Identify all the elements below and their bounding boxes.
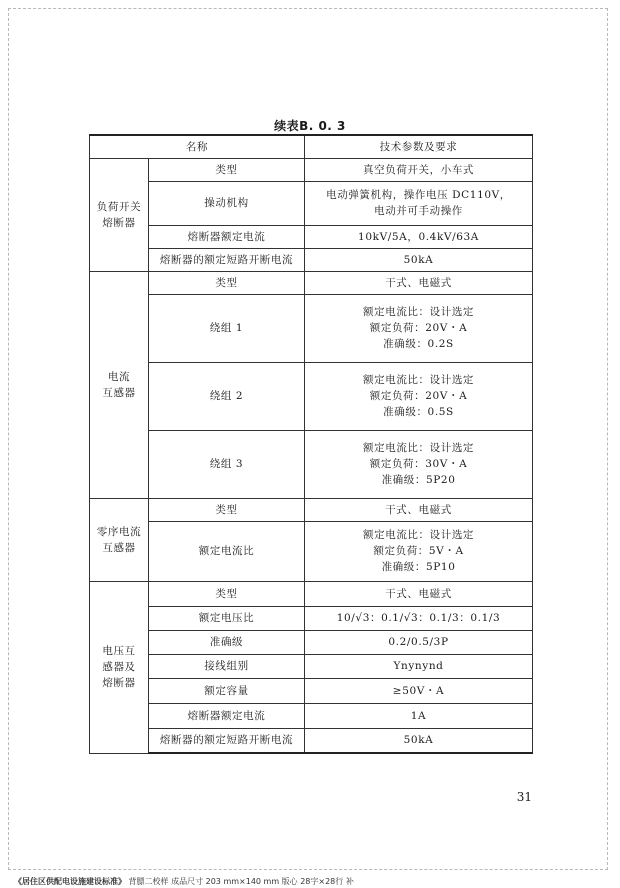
row-spec: ≥50V・A [305,678,533,703]
header-tech: 技术参数及要求 [305,135,533,158]
row-name: 类型 [149,581,305,606]
row-name: 类型 [149,498,305,521]
row-name: 额定电压比 [149,606,305,630]
row-spec: 干式、电磁式 [305,581,533,606]
group-switch: 负荷开关 熔断器 [90,158,149,271]
table-header-row [90,135,533,158]
row-spec: 额定电流比：设计选定 额定负荷：30V・A 准确级：5P20 [305,430,533,498]
row-name: 熔断器额定电流 [149,703,305,728]
row-spec: 50kA [305,248,533,271]
row-name: 操动机构 [149,181,305,225]
table-row [90,703,533,728]
table-row [90,430,533,498]
row-name: 绕组 3 [149,430,305,498]
table-row [90,271,533,294]
row-name: 绕组 2 [149,362,305,430]
table-caption: 续表B. 0. 3 [274,119,346,133]
row-name: 熔断器的额定短路开断电流 [149,728,305,753]
row-spec: 电动弹簧机构，操作电压 DC110V， 电动并可手动操作 [305,181,533,225]
row-name: 类型 [149,158,305,181]
row-spec: 10kV/5A，0.4kV/63A [305,225,533,248]
row-name: 额定容量 [149,678,305,703]
table-row [90,606,533,630]
row-spec: Ynynynd [305,654,533,678]
group-zct: 零序电流 互感器 [90,498,149,581]
table-row [90,294,533,362]
row-name: 接线组别 [149,654,305,678]
table-row [90,248,533,271]
table-row [90,362,533,430]
table-row [90,225,533,248]
row-spec: 50kA [305,728,533,753]
table-row [90,630,533,654]
group-ct: 电流 互感器 [90,271,149,498]
row-spec: 干式、电磁式 [305,498,533,521]
row-name: 准确级 [149,630,305,654]
row-name: 额定电流比 [149,521,305,581]
table-row [90,728,533,753]
table-row [90,181,533,225]
footer-meta: 背膘二校样 成品尺寸 203 mm×140 mm 版心 28字×28行 补 [126,877,354,886]
table-row [90,521,533,581]
table-row [90,498,533,521]
row-spec: 额定电流比：设计选定 额定负荷：5V・A 准确级：5P10 [305,521,533,581]
print-footer [14,876,354,887]
group-vt: 电压互 感器及 熔断器 [90,581,149,753]
table-row [90,654,533,678]
row-name: 熔断器的额定短路开断电流 [149,248,305,271]
page-number: 31 [516,790,532,804]
row-spec: 真空负荷开关，小车式 [305,158,533,181]
row-spec: 额定电流比：设计选定 额定负荷：20V・A 准确级：0.2S [305,294,533,362]
row-spec: 10/√3：0.1/√3：0.1/3：0.1/3 [305,606,533,630]
table-row [90,678,533,703]
row-name: 熔断器额定电流 [149,225,305,248]
row-name: 绕组 1 [149,294,305,362]
row-spec: 额定电流比：设计选定 额定负荷：20V・A 准确级：0.5S [305,362,533,430]
row-spec: 0.2/0.5/3P [305,630,533,654]
table-row [90,158,533,181]
row-spec: 干式、电磁式 [305,271,533,294]
spec-table [89,134,533,754]
footer-title: 《居住区供配电设施建设标准》 [14,877,126,886]
table-row [90,581,533,606]
row-spec: 1A [305,703,533,728]
header-name: 名称 [90,135,305,158]
row-name: 类型 [149,271,305,294]
